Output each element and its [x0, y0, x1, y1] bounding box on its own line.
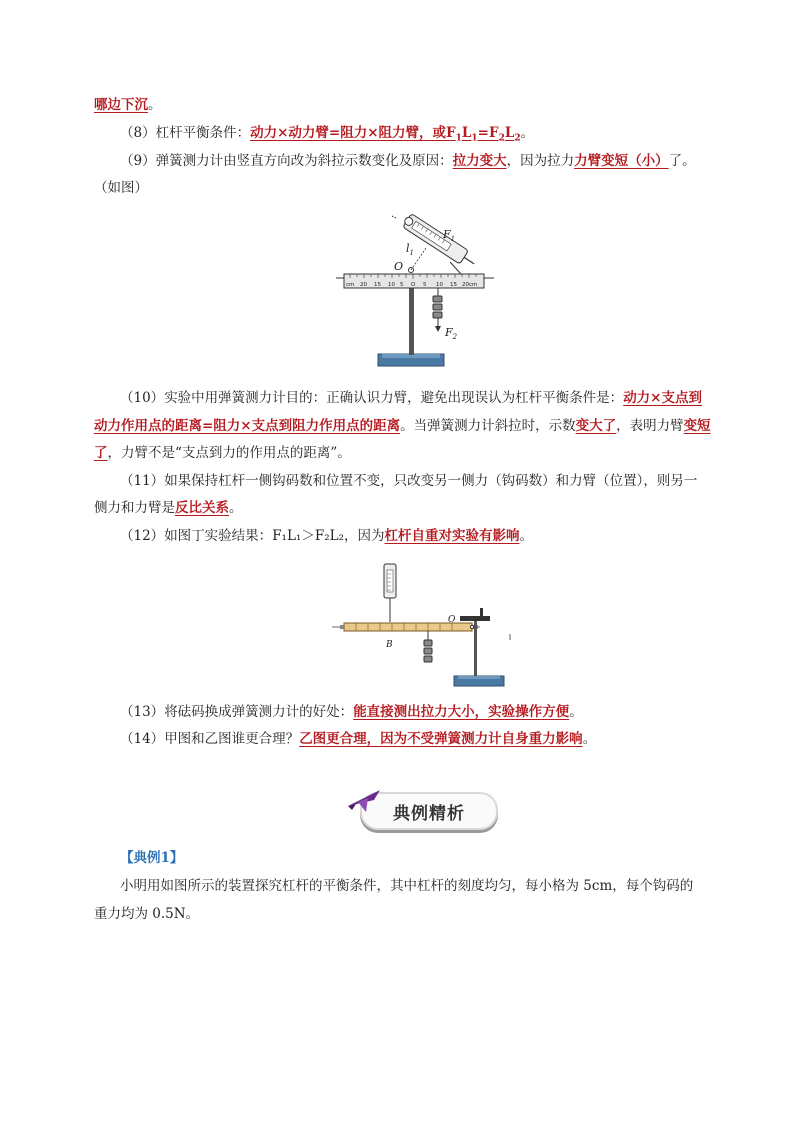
mid-text: 。当弹簧测力计斜拉时，示数 [400, 418, 576, 434]
answer-text: 能直接测出拉力大小，实验操作方便 [353, 704, 570, 720]
lead-text: 弹簧测力计由竖直方向改为斜拉示数变化及原因： [155, 153, 453, 169]
answer-text: 乙图更合理，因为不受弹簧测力计自身重力影响 [299, 731, 583, 747]
answer-part: 动力×动力臂=阻力×阻力臂，或 [250, 125, 447, 141]
lead-text: 如图丁实验结果： [164, 528, 273, 544]
stand-pole [409, 280, 414, 355]
label-b: B [386, 640, 393, 650]
label-o: O [448, 615, 456, 625]
example-label: 【典例1】 [120, 850, 184, 866]
body-text: 侧力和力臂是 [94, 500, 175, 516]
formula-sub: 2 [514, 133, 521, 144]
banner-title: 典例精析 [360, 792, 498, 830]
ruler-label: cm [346, 282, 355, 288]
mid-text: ，因为拉力 [506, 153, 575, 169]
ruler-label: O [411, 282, 416, 288]
formula-sub: 1 [455, 133, 462, 144]
item-number: （8） [120, 125, 156, 141]
tail-text: 。 [148, 97, 162, 113]
p10-line3 [94, 443, 724, 463]
hook-line [450, 262, 461, 274]
stand-top [460, 616, 490, 621]
airplane-icon [344, 786, 384, 816]
figure-ref: （如图） [94, 180, 148, 196]
ruler-label: 10 [388, 282, 395, 288]
lead-text: 甲图和乙图谁更合理？ [164, 731, 300, 747]
answer-text: 力臂变短（小） [574, 153, 669, 169]
p9-line2 [94, 178, 724, 198]
label-o: O [394, 260, 404, 273]
ruler-label: 5 [423, 282, 427, 288]
weight [433, 296, 442, 302]
pivot [470, 625, 473, 628]
p10-line2 [94, 416, 724, 436]
ruler-label: 10 [436, 282, 443, 288]
spring-scale [401, 213, 478, 271]
answer-text: 了 [94, 445, 108, 461]
lead-text: 将砝码换成弹簧测力计的好处： [164, 704, 354, 720]
formula-l1: L [461, 125, 472, 141]
lever-figure-end-pivot [330, 560, 520, 690]
weight [433, 304, 442, 310]
example-line1 [120, 876, 750, 896]
mid-text: ，因为 [344, 528, 385, 544]
answer-text: 哪边下沉 [94, 97, 148, 113]
answer-text: 动力作用点的距离=阻力×支点到阻力作用点的距离 [94, 418, 401, 434]
mid-text: ，表明力臂 [616, 418, 684, 434]
p11-line1 [120, 471, 750, 491]
answer-text: 变短 [683, 418, 711, 434]
p14-line [120, 729, 750, 749]
p12-line [120, 526, 750, 546]
tail-text: ，力臂不是“支点到力的作用点的距离”。 [107, 445, 351, 461]
weight [424, 640, 432, 646]
answer-text: 反比关系 [175, 500, 229, 516]
formula-text: F₁L₁＞F₂L₂ [272, 528, 344, 544]
formula-l2: L [504, 125, 515, 141]
label-f2: $F_2$ [445, 326, 458, 341]
p11-line2 [94, 498, 724, 518]
formula-sub: 1 [471, 133, 478, 144]
answer-text: 拉力变大 [452, 153, 507, 169]
p13-line [120, 702, 750, 722]
item-number: （10） [120, 390, 165, 406]
answer-text: 杠杆自重对实验有影响 [384, 528, 520, 544]
p1-line [94, 95, 724, 115]
weight [433, 312, 442, 318]
example-text: 重力均为 0.5N。 [94, 906, 200, 922]
body-text: 如果保持杠杆一侧钩码数和位置不变，只改变另一侧力（钩码数）和力臂（位置），则另一 [164, 473, 698, 489]
ruler-label: 15 [450, 282, 457, 288]
ruler-label: 15 [374, 282, 381, 288]
dash-line [392, 216, 396, 218]
lever-end-nut [340, 625, 344, 629]
p8-line [120, 123, 750, 149]
stand-base-top [458, 676, 500, 679]
example-text: 小明用如图所示的装置探究杠杆的平衡条件，其中杠杆的刻度均匀，每小格为 5cm，每个钩码的 [120, 878, 694, 894]
label-l1: $l_1$ [406, 242, 414, 257]
ruler-label: 20cm [462, 282, 478, 288]
example-line2 [94, 904, 724, 924]
f2-arrowhead [435, 326, 441, 332]
example-label-line [120, 848, 750, 868]
stand-pole [474, 620, 477, 680]
stand-top-peg [480, 608, 483, 618]
tail-text: 。 [520, 125, 535, 141]
lead-text: 杠杆平衡条件： [155, 125, 251, 141]
label-f1: $F_1$ [443, 228, 456, 243]
lever-figure-inclined [330, 208, 500, 370]
item-number: （12） [120, 528, 165, 544]
formula-eq: = [477, 125, 489, 141]
weight [424, 648, 432, 654]
p10-line1 [120, 388, 750, 408]
weight [424, 656, 432, 662]
section-banner [344, 786, 500, 834]
item-number: （11） [120, 473, 165, 489]
p9-line [120, 151, 750, 171]
formula-f1: F [446, 125, 456, 141]
item-number: （14） [120, 731, 165, 747]
answer-text: 动力×支点到 [623, 390, 702, 406]
tail-text: 。 [519, 528, 533, 544]
item-number: （9） [120, 153, 156, 169]
tail-text: 了。 [668, 153, 696, 169]
tail-text: 。 [582, 731, 597, 747]
item-number: （13） [120, 704, 165, 720]
formula-f2: F [488, 125, 499, 141]
lead-text: 实验中用弹簧测力计目的：正确认识力臂，避免出现误认为杠杆平衡条件是： [164, 390, 624, 406]
tail-text: 。 [569, 704, 583, 720]
ruler-label: 5 [400, 282, 404, 288]
answer-text [250, 125, 521, 144]
answer-text: 变大了 [575, 418, 617, 434]
ruler-label: 20 [360, 282, 367, 288]
spring-scale-window [387, 570, 393, 592]
tail-text: 。 [229, 500, 243, 516]
formula-sub: 2 [498, 133, 505, 144]
